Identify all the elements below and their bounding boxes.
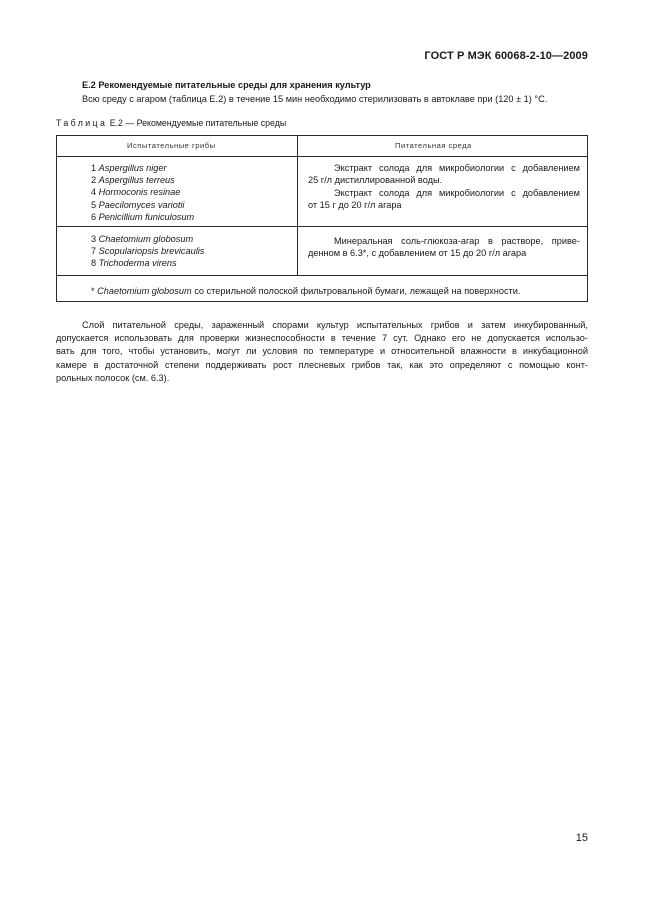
word: Минеральная [334, 236, 393, 246]
word: рост [273, 359, 293, 370]
medium-line [308, 235, 580, 247]
word: соль-глюкоза-агар [401, 236, 480, 246]
medium-cell-group-2 [308, 235, 580, 260]
word: определяют [449, 359, 502, 370]
word: грибов [430, 320, 460, 330]
fungus-name: Aspergillus terreus [98, 175, 175, 186]
word: с [507, 359, 513, 370]
fungus-name: Hormoconis resinae [98, 187, 181, 198]
footnote-text: со стерильной полоской фильтровальной бумаги, лежащей на поверхности. [194, 286, 521, 296]
word: добавлением [522, 187, 580, 198]
section-text: Всю среду с агаром (таблица Е.2) в течение 15 мин необходимо стерилизовать в автоклаве при (120 ± 1) °С. [82, 94, 548, 104]
fungus-name: Scopulariopsis brevicaulis [98, 246, 205, 257]
word: конт- [566, 359, 588, 370]
word: растворе, [501, 236, 544, 246]
word: степени [164, 359, 200, 370]
word: в [487, 236, 493, 246]
footnote-divider [57, 275, 587, 276]
word: 7 [381, 333, 388, 344]
fungus-item [91, 199, 194, 211]
word: микробиологии [438, 187, 505, 198]
medium-line [308, 162, 580, 174]
medium-line: денном в 6.3*, с добавлением от 15 до 20 г/л агара [308, 248, 527, 259]
word: установить, [160, 346, 211, 357]
word: испытательных [356, 320, 423, 330]
medium-cell-group-1 [308, 162, 580, 212]
fungus-number: 2 [91, 175, 99, 186]
header-divider [57, 156, 587, 157]
word: в [330, 333, 336, 344]
table-footnote [91, 286, 520, 296]
word: в [512, 346, 517, 357]
word: для [178, 333, 194, 344]
medium-line: 25 г/л дистиллированной воды. [308, 175, 443, 186]
word: ли [246, 346, 257, 357]
paragraph-line: рольных полосок (см. 6.3). [56, 372, 170, 383]
word: Слой [82, 320, 105, 330]
word: это [429, 359, 444, 370]
fungus-number: 7 [91, 246, 99, 257]
word: поддерживать [205, 359, 267, 370]
word: использовать [114, 333, 173, 344]
word: жизнеспособности [245, 333, 325, 344]
fungus-item [91, 257, 204, 269]
fungus-number: 8 [91, 258, 99, 269]
fungus-name: Aspergillus niger [98, 163, 167, 173]
media-table [56, 135, 588, 302]
word: относительной [391, 346, 455, 357]
fungus-item [91, 186, 194, 198]
word: так, [387, 359, 403, 370]
word: течение [341, 333, 376, 344]
column-header-fungi: Испытательные грибы [127, 141, 216, 150]
group-divider [57, 226, 587, 227]
fungus-name: Paecilomyces variotii [98, 199, 185, 210]
word: спорами [272, 320, 309, 330]
fungus-item [91, 233, 204, 245]
word: грибов [351, 359, 381, 370]
word: добавлением [522, 163, 580, 173]
word: могут [216, 346, 241, 357]
word: его [451, 333, 466, 344]
fungus-item [91, 162, 194, 174]
fungus-number: 3 [91, 234, 99, 244]
word: Экстракт [334, 187, 373, 198]
table-caption-label: Таблица [56, 118, 108, 128]
fungus-number: 1 [91, 163, 99, 173]
word: питательной [112, 320, 167, 330]
fungi-list-group-2 [91, 233, 204, 270]
word: солода [379, 187, 410, 198]
medium-line: от 15 г до 20 г/л агара [308, 200, 402, 211]
footnote-mark: * [91, 286, 95, 296]
word: Однако [414, 333, 446, 344]
word: достаточной [105, 359, 159, 370]
fungus-name: Penicillium funiculosum [98, 211, 195, 222]
word: камере [56, 359, 87, 370]
paragraph-line [56, 345, 588, 358]
word: инкубационной [522, 346, 588, 357]
word: в [93, 359, 99, 370]
word: с [511, 187, 516, 198]
word: помощью [519, 359, 560, 370]
word: среды, [174, 320, 204, 330]
paragraph-line [56, 319, 588, 332]
word: по [303, 346, 314, 357]
medium-line [308, 187, 580, 199]
word: зараженный [211, 320, 265, 330]
word: температуре [319, 346, 374, 357]
word: приве- [551, 236, 580, 246]
word: затем [481, 320, 506, 330]
word: культур [316, 320, 349, 330]
word: Экстракт [334, 163, 373, 173]
word: для [416, 163, 433, 173]
section-title: Е.2 Рекомендуемые питательные среды для хранения культур [82, 80, 371, 90]
word: допускается [487, 333, 540, 344]
paragraph-line [56, 332, 588, 345]
fungus-name: Trichoderma virens [98, 258, 177, 269]
body-paragraph [56, 319, 588, 385]
fungus-number: 5 [91, 199, 99, 210]
word: как [409, 359, 423, 370]
column-header-medium: Питательная среда [395, 141, 472, 150]
fungus-name: Chaetomium globosum [98, 234, 194, 244]
table-caption [56, 118, 286, 128]
word: солода [379, 163, 410, 173]
fungus-item [91, 245, 204, 257]
table-caption-text: Е.2 — Рекомендуемые питательные среды [109, 118, 287, 128]
word: вать [56, 346, 75, 357]
fungus-item [91, 174, 194, 186]
word: чтобы [128, 346, 155, 357]
fungus-number: 6 [91, 211, 99, 222]
word: влажности [460, 346, 506, 357]
word: того, [102, 346, 123, 357]
word: сут. [393, 333, 409, 344]
fungus-number: 4 [91, 187, 99, 198]
word: допускается [56, 333, 109, 344]
fungus-item [91, 211, 194, 223]
word: микробиологии [438, 163, 505, 173]
document-id: ГОСТ Р МЭК 60068-2-10—2009 [424, 50, 588, 62]
word: для [80, 346, 97, 357]
word: и [380, 346, 386, 357]
fungi-list-group-1 [91, 162, 194, 223]
word: не [471, 333, 482, 344]
page-number: 15 [575, 832, 588, 844]
word: плесневых [298, 359, 345, 370]
word: использо- [545, 333, 588, 344]
word: инкубированный, [513, 320, 588, 330]
paragraph-line [56, 359, 588, 372]
footnote-species: Chaetomium globosum [97, 286, 192, 296]
word: для [416, 187, 433, 198]
word: и [467, 320, 473, 330]
word: условия [262, 346, 298, 357]
word: проверки [199, 333, 240, 344]
word: с [511, 163, 516, 173]
